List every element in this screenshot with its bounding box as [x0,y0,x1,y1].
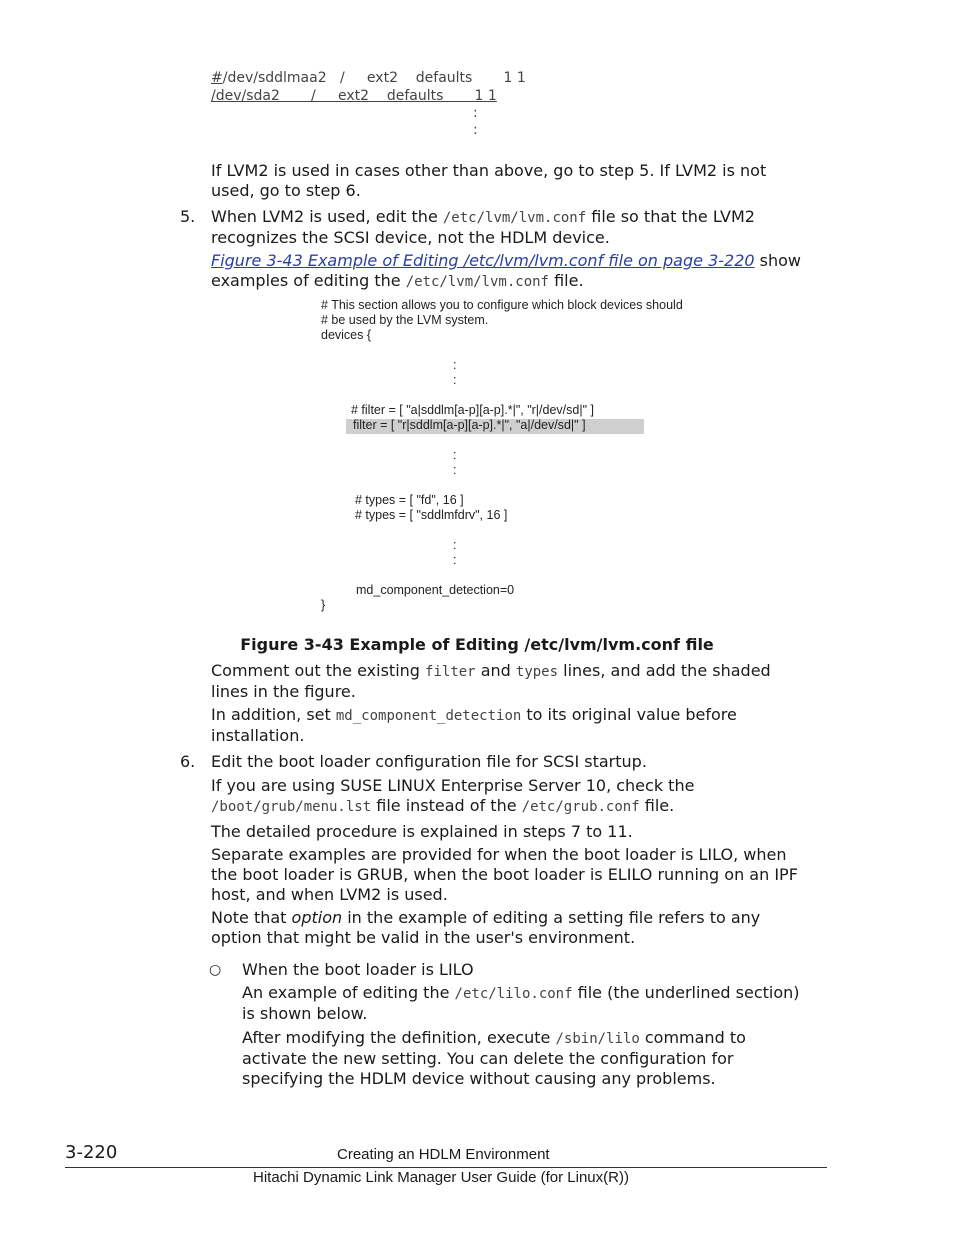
step-number-5: 5. [180,207,196,226]
comment-out-paragraph [211,661,811,702]
code-term: types [515,664,559,680]
code-term: md_component_detection [335,708,522,724]
text-run: file. [548,271,584,290]
text-run: and [475,661,516,680]
text-run: to its original value before installation. [211,705,737,745]
figure-ellipsis: : [453,463,457,477]
figure-ellipsis: : [453,373,457,387]
step-number-6: 6. [180,752,196,771]
figure-line: # This section allows you to configure which block devices should [321,298,683,312]
text-run: Comment out the existing [211,661,426,680]
code-ellipsis-2: : [473,122,478,138]
step5-figure-ref [211,251,831,292]
figure-ellipsis: : [453,553,457,567]
code-line-sda2: /dev/sda2 / ext2 defaults 1 1 [211,88,497,104]
text-run: show examples of editing the [211,251,801,290]
code-text: /dev/sddlmaa2 / ext2 defaults 1 1 [222,70,526,86]
code-path: /etc/lvm/lvm.conf [442,210,587,226]
code-path: /etc/lilo.conf [454,986,573,1002]
option-term: option [291,908,343,927]
code-path: /boot/grub/menu.lst [211,799,372,815]
figure-caption: Figure 3-43 Example of Editing /etc/lvm/lvm.conf file [240,635,714,654]
md-component-paragraph [211,705,811,746]
chapter-title: Creating an HDLM Environment [337,1146,550,1163]
comment-hash: # [211,70,223,86]
examples-paragraph: Separate examples are provided for when the boot loader is LILO, when the boot loader is GRUB, when the boot loader is ELILO running on an IPF host, and when LVM2 is used. [211,845,798,904]
code-line-sddlmaa2 [211,70,526,86]
text-run: file (the underlined section) is shown below. [242,983,800,1023]
text-run: When LVM2 is used, edit the [211,207,443,226]
code-path: /etc/grub.conf [521,799,640,815]
footer-rule [65,1167,827,1168]
text-run: An example of editing the [242,983,455,1002]
figure-ellipsis: : [453,448,457,462]
book-title: Hitachi Dynamic Link Manager User Guide (for Linux(R)) [253,1169,629,1186]
figure-ellipsis: : [453,538,457,552]
page-number: 3-220 [65,1142,118,1163]
option-note-paragraph [211,908,811,948]
figure-filter-commented: # filter = [ "a|sddlm[a-p][a-p].*|", "r|/dev/sd|" ] [351,403,594,417]
text-run: file. [639,796,675,815]
figure-close-brace: } [321,598,326,612]
figure-ellipsis: : [453,358,457,372]
step5-text [211,207,811,248]
code-path: /sbin/lilo [555,1031,640,1047]
lvm2-intro-paragraph: If LVM2 is used in cases other than above, go to step 5. If LVM2 is not used, go to step 6. [211,161,767,200]
figure-line: devices { [321,328,372,342]
figure-md-component: md_component_detection=0 [356,583,515,597]
step6-text: Edit the boot loader configuration file for SCSI startup. [211,752,647,771]
text-run: lines, and add the shaded lines in the figure. [211,661,771,701]
text-run: If you are using SUSE LINUX Enterprise Server 10, check the [211,776,695,795]
code-term: filter [425,664,476,680]
figure-filter-new: filter = [ "r|sddlm[a-p][a-p].*|", "a|/dev/sd|" ] [353,418,586,432]
procedure-paragraph: The detailed procedure is explained in steps 7 to 11. [211,822,633,841]
text-run: After modifying the definition, execute [242,1028,556,1047]
text-run: in the example of editing a setting file refers to any option that might be valid in the user's environment. [211,908,761,947]
figure-line: # be used by the LVM system. [321,313,489,327]
text-run: file instead of the [371,796,522,815]
bullet-marker: ○ [209,962,222,978]
lilo-example-paragraph [242,983,802,1024]
text-run: command to activate the new setting. You can delete the configuration for specifying the HDLM device without causing any problems. [242,1028,746,1088]
code-path: /etc/lvm/lvm.conf [405,274,549,290]
text-run: Note that [211,908,292,927]
suse-paragraph [211,776,801,817]
lilo-heading: When the boot loader is LILO [242,960,474,979]
figure-types-2: # types = [ "sddlmfdrv", 16 ] [355,508,508,522]
figure-types-1: # types = [ "fd", 16 ] [355,493,464,507]
code-ellipsis-1: : [473,105,478,121]
lilo-execute-paragraph [242,1028,802,1089]
figure-link[interactable]: Figure 3-43 Example of Editing /etc/lvm/lvm.conf file on page 3-220 [211,251,755,270]
text-run: In addition, set [211,705,336,724]
text-run: file so that the LVM2 recognizes the SCSI device, not the HDLM device. [211,207,755,247]
